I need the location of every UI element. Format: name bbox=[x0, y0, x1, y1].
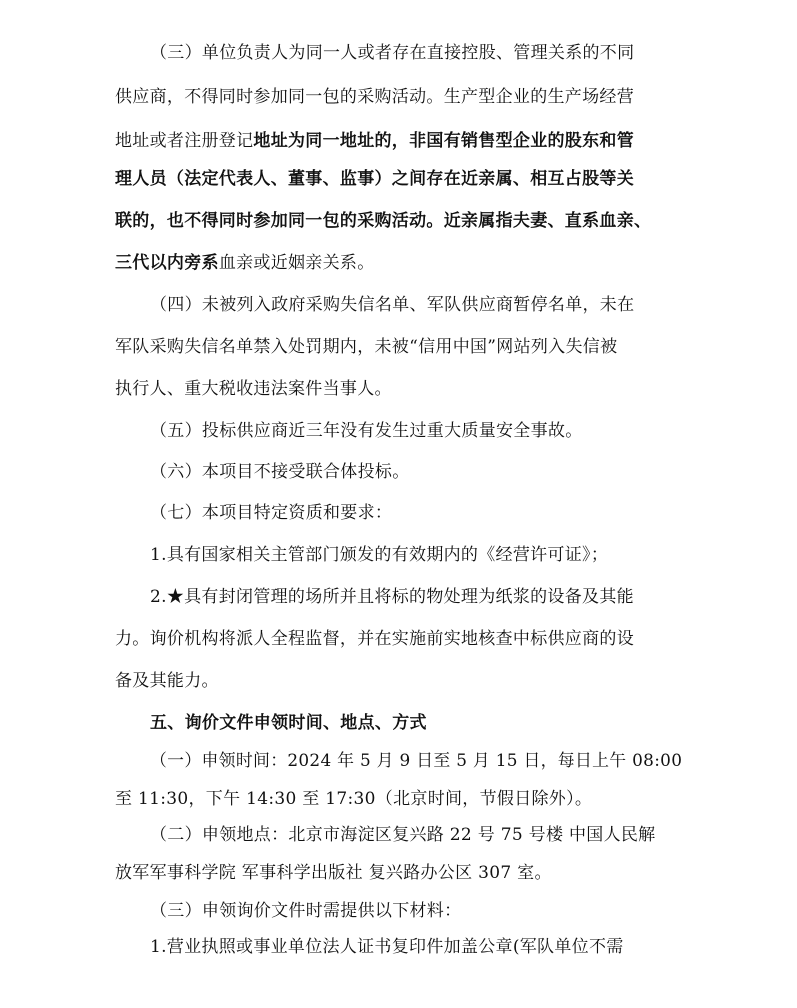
p3-line2: 供应商，不得同时参加同一包的采购活动。生产型企业的生产场经营 bbox=[115, 87, 634, 107]
p3-line3 bbox=[115, 128, 634, 154]
s5p1-line1: （一）申领时间：2024 年 5 月 9 日至 5 月 15 日，每日上午 08:00 bbox=[150, 751, 683, 771]
p3-line4: 理人员（法定代表人、董事、监事）之间存在近亲属、相互占股等关 bbox=[115, 169, 634, 189]
p3-line6 bbox=[115, 250, 375, 276]
s5p1-line2: 至 11:30，下午 14:30 至 17:30（北京时间，节假日除外）。 bbox=[115, 789, 593, 809]
section5-heading: 五、询价文件申领时间、地点、方式 bbox=[150, 713, 427, 733]
p4-line3: 执行人、重大税收违法案件当事人。 bbox=[115, 379, 392, 399]
p3-line3-normal: 地址或者注册登记 bbox=[115, 131, 254, 151]
p3-line6-bold: 三代以内旁系 bbox=[115, 253, 219, 273]
p4-line1: （四）未被列入政府采购失信名单、军队供应商暂停名单，未在 bbox=[150, 295, 635, 315]
s5p3-line: （三）申领询价文件时需提供以下材料： bbox=[150, 901, 462, 921]
item1-line: 1.具有国家相关主管部门颁发的有效期内的《经营许可证》； bbox=[150, 545, 609, 565]
p3-line3-bold: 地址为同一地址的，非国有销售型企业的股东和管 bbox=[253, 131, 635, 151]
p3-line5: 联的，也不得同时参加同一包的采购活动。近亲属指夫妻、直系血亲、 bbox=[115, 211, 652, 231]
s5item1-line: 1.营业执照或事业单位法人证书复印件加盖公章(军队单位不需 bbox=[150, 937, 624, 957]
p4-line2: 军队采购失信名单禁入处罚期内，未被“信用中国”网站列入失信被 bbox=[115, 337, 618, 357]
p6-line: （六）本项目不接受联合体投标。 bbox=[150, 462, 410, 482]
item2-line3: 备及其能力。 bbox=[115, 671, 219, 691]
p7-line: （七）本项目特定资质和要求： bbox=[150, 503, 393, 523]
p5-line: （五）投标供应商近三年没有发生过重大质量安全事故。 bbox=[150, 421, 583, 441]
item2-line2: 力。询价机构将派人全程监督，并在实施前实地核查中标供应商的设 bbox=[115, 629, 634, 649]
s5p2-line2: 放军军事科学院 军事科学出版社 复兴路办公区 307 室。 bbox=[115, 863, 552, 883]
item2-line1: 2.★具有封闭管理的场所并且将标的物处理为纸浆的设备及其能 bbox=[150, 587, 634, 607]
s5p2-line1: （二）申领地点：北京市海淀区复兴路 22 号 75 号楼 中国人民解 bbox=[150, 825, 656, 845]
p3-line6-normal: 血亲或近姻亲关系。 bbox=[218, 253, 375, 273]
p3-line1: （三）单位负责人为同一人或者存在直接控股、管理关系的不同 bbox=[150, 43, 635, 63]
